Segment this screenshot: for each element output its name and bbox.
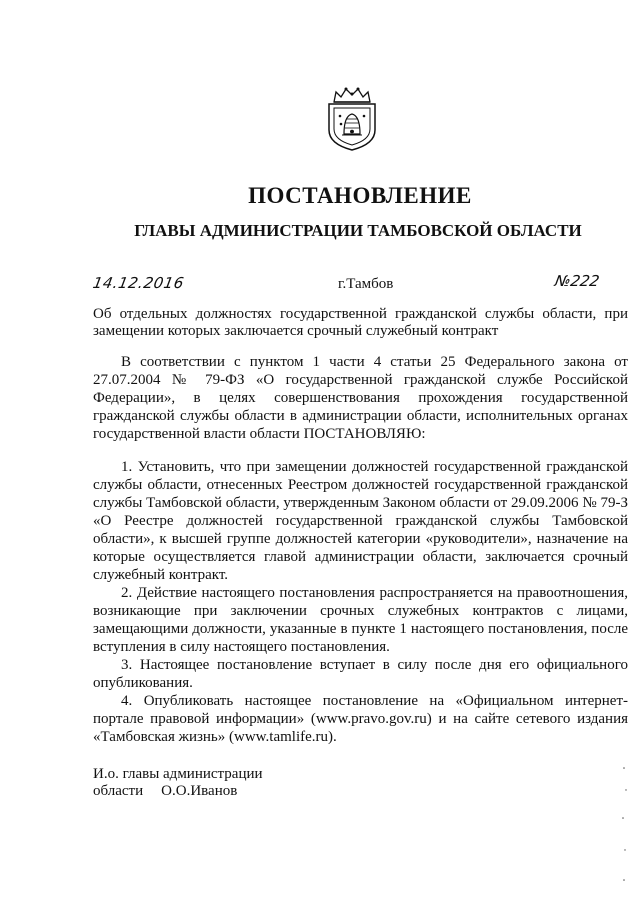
document-city: г.Тамбов [338, 276, 394, 292]
signature-block [93, 766, 263, 800]
item-4-paragraph: 4. Опубликовать настоящее постановление на «Официальном интернет-портале правовой информации» (www.pravo.gov.ru) и на сайте сетевого издания «Тамбовская жизнь» (www.tamlife.ru). [93, 693, 628, 745]
document-subject: Об отдельных должностях государственной гражданской службы области, при замещении которых заключается срочный служебный контракт [93, 306, 628, 339]
preamble-paragraph: В соответствии с пунктом 1 части 4 статьи 25 Федерального закона от 27.07.2004 № 79-ФЗ «О государственной гражданской службе Российской Федерации», в целях совершенствования прохождения государственной гражданской службы области в администрации области, исполнительных органах государственной власти области ПОСТАНОВЛЯЮ: [93, 354, 628, 442]
document-subtitle: ГЛАВЫ АДМИНИСТРАЦИИ ТАМБОВСКОЙ ОБЛАСТИ [134, 221, 582, 240]
signatory-name: О.О.Иванов [161, 783, 238, 799]
item-3-paragraph: 3. Настоящее постановление вступает в силу после дня его официального опубликования. [93, 657, 628, 691]
signatory-position-cont: области [93, 783, 144, 799]
document-title: ПОСТАНОВЛЕНИЕ [248, 183, 472, 208]
document-date: 14.12.2016 [91, 274, 186, 292]
scan-specks [618, 760, 630, 900]
signatory-position: И.о. главы администрации [93, 766, 263, 782]
document-number: №222 [553, 272, 601, 290]
item-1-paragraph: 1. Установить, что при замещении должностей государственной гражданской службы области, отнесенных Реестром должностей государственной гражданской службы Тамбовской области, утвержденным Законом области от 29.09.2006 № 79-З «О Реестре должностей государственной гражданской службы Тамбовской области», к высшей группе должностей категории «руководители», назначение на которые осуществляется главой администрации области, заключается срочный служебный контракт. [93, 459, 628, 583]
document-body [93, 353, 628, 746]
coat-of-arms-icon [324, 84, 380, 152]
item-2-paragraph: 2. Действие настоящего постановления распространяется на правоотношения, возникающие при заключении срочных служебных контрактов с лицами, замещающими должности, указанные в пункте 1 настоящего постановления, после вступления в силу настоящего постановления. [93, 585, 628, 655]
